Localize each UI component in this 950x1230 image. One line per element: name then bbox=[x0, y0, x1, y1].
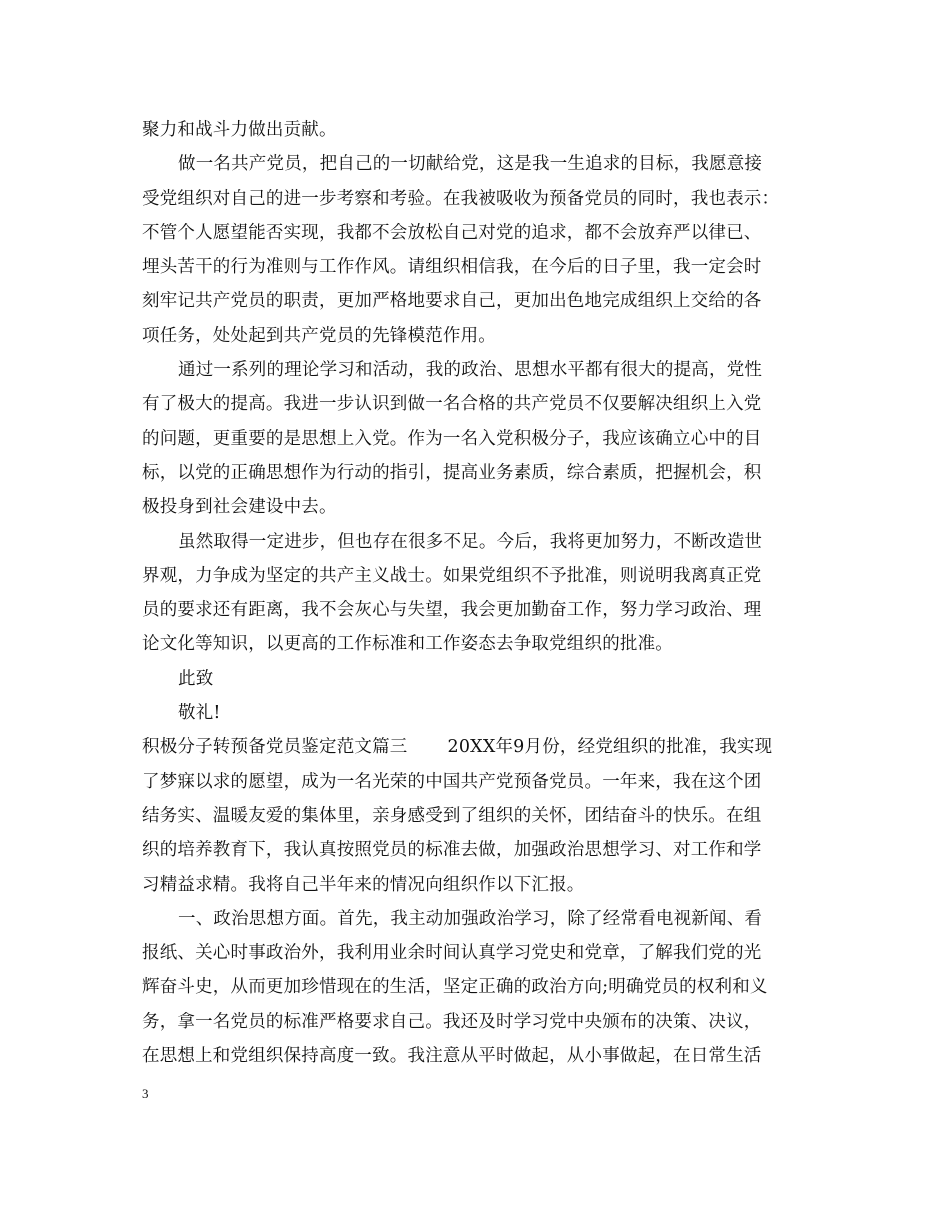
text-line-content: 虽然取得一定进步，但也存在很多不足。今后，我将更加努力，不断改造世 bbox=[178, 531, 763, 552]
text-line bbox=[142, 970, 817, 1004]
text-line bbox=[142, 456, 817, 490]
text-line bbox=[142, 868, 817, 902]
text-line bbox=[142, 696, 817, 730]
text-line-content: 有了极大的提高。我进一步认识到做一名合格的共产党员不仅要解决组织上入党 bbox=[142, 394, 762, 415]
text-line bbox=[142, 559, 817, 593]
text-line-content: 员的要求还有距离，我不会灰心与失望，我会更加勤奋工作，努力学习政治、理 bbox=[142, 600, 762, 621]
text-line bbox=[142, 765, 817, 799]
text-line-content: 此致 bbox=[178, 668, 214, 689]
text-line-content: 项任务，处处起到共产党员的先锋模范作用。 bbox=[142, 325, 496, 346]
text-line bbox=[142, 833, 817, 867]
text-line bbox=[142, 147, 817, 181]
text-line-content: 辉奋斗史，从而更加珍惜现在的生活，坚定正确的政治方向;明确党员的权利和义 bbox=[142, 977, 768, 998]
text-line bbox=[142, 799, 817, 833]
text-line bbox=[142, 662, 817, 696]
text-line-content: 结务实、温暖友爱的集体里，亲身感受到了组织的关怀，团结奋斗的快乐。在组 bbox=[142, 805, 762, 826]
text-line-content: 织的培养教育下，我认真按照党员的标准去做，加强政治思想学习、对工作和学 bbox=[142, 840, 762, 861]
text-line bbox=[142, 627, 817, 661]
text-line-content: 敬礼! bbox=[178, 703, 221, 724]
text-line bbox=[142, 182, 817, 216]
text-line-content: 一、政治思想方面。首先，我主动加强政治学习，除了经常看电视新闻、看 bbox=[178, 908, 763, 929]
text-line bbox=[142, 422, 817, 456]
text-line bbox=[142, 593, 817, 627]
text-line bbox=[142, 902, 817, 936]
text-line-content: 的问题，更重要的是思想上入党。作为一名入党积极分子，我应该确立心中的目 bbox=[142, 428, 762, 449]
text-line-content: 埋头苦干的行为准则与工作作风。请组织相信我，在今后的日子里，我一定会时 bbox=[142, 257, 762, 278]
text-line-content: 通过一系列的理论学习和活动，我的政治、思想水平都有很大的提高，党性 bbox=[178, 360, 763, 381]
document-body bbox=[142, 113, 817, 1073]
text-line-content: 习精益求精。我将自己半年来的情况向组织作以下汇报。 bbox=[142, 874, 585, 895]
text-line bbox=[142, 1005, 817, 1039]
text-line-content: 聚力和战斗力做出贡献。 bbox=[142, 120, 337, 140]
text-line bbox=[142, 250, 817, 284]
text-line-content: 做一名共产党员，把自己的一切献给党，这是我一生追求的目标，我愿意接 bbox=[178, 154, 763, 175]
text-line-content: 报纸、关心时事政治外，我利用业余时间认真学习党史和党章，了解我们党的光 bbox=[142, 943, 762, 964]
text-line-content: 标，以党的正确思想作为行动的指引，提高业务素质，综合素质，把握机会，积 bbox=[142, 462, 762, 483]
text-line bbox=[142, 490, 817, 524]
text-line bbox=[142, 216, 817, 250]
text-line bbox=[142, 284, 817, 318]
text-line bbox=[142, 525, 817, 559]
text-line-content: 积极分子转预备党员鉴定范文篇三 bbox=[142, 737, 408, 758]
text-line bbox=[142, 730, 817, 764]
text-line-content: 界观，力争成为坚定的共产主义战士。如果党组织不予批准，则说明我离真正党 bbox=[142, 565, 762, 586]
text-line-content: 论文化等知识，以更高的工作标准和工作姿态去争取党组织的批准。 bbox=[142, 634, 673, 655]
text-line-content: 在思想上和党组织保持高度一致。我注意从平时做起，从小事做起，在日常生活 bbox=[142, 1046, 762, 1067]
page-number: 3 bbox=[142, 1086, 149, 1101]
text-line bbox=[142, 936, 817, 970]
text-line-content: 务，拿一名党员的标准严格要求自己。我还及时学习党中央颁布的决策、决议， bbox=[142, 1011, 762, 1032]
text-line-content: 了梦寐以求的愿望，成为一名光荣的中国共产党预备党员。一年来，我在这个团 bbox=[142, 771, 762, 792]
text-line-tail: 20XX年9月份，经党组织的批准，我实现 bbox=[447, 737, 773, 758]
text-line-content: 刻牢记共产党员的职责，更加严格地要求自己，更加出色地完成组织上交给的各 bbox=[142, 291, 762, 312]
text-line bbox=[142, 1039, 817, 1073]
text-line-content: 不管个人愿望能否实现，我都不会放松自己对党的追求，都不会放弃严以律已、 bbox=[142, 222, 762, 243]
text-line bbox=[142, 387, 817, 421]
text-line-content: 受党组织对自己的进一步考察和考验。在我被吸收为预备党员的同时，我也表示： bbox=[142, 188, 780, 209]
text-line bbox=[142, 353, 817, 387]
text-line bbox=[142, 113, 817, 147]
text-line bbox=[142, 319, 817, 353]
text-line-content: 极投身到社会建设中去。 bbox=[142, 497, 337, 518]
